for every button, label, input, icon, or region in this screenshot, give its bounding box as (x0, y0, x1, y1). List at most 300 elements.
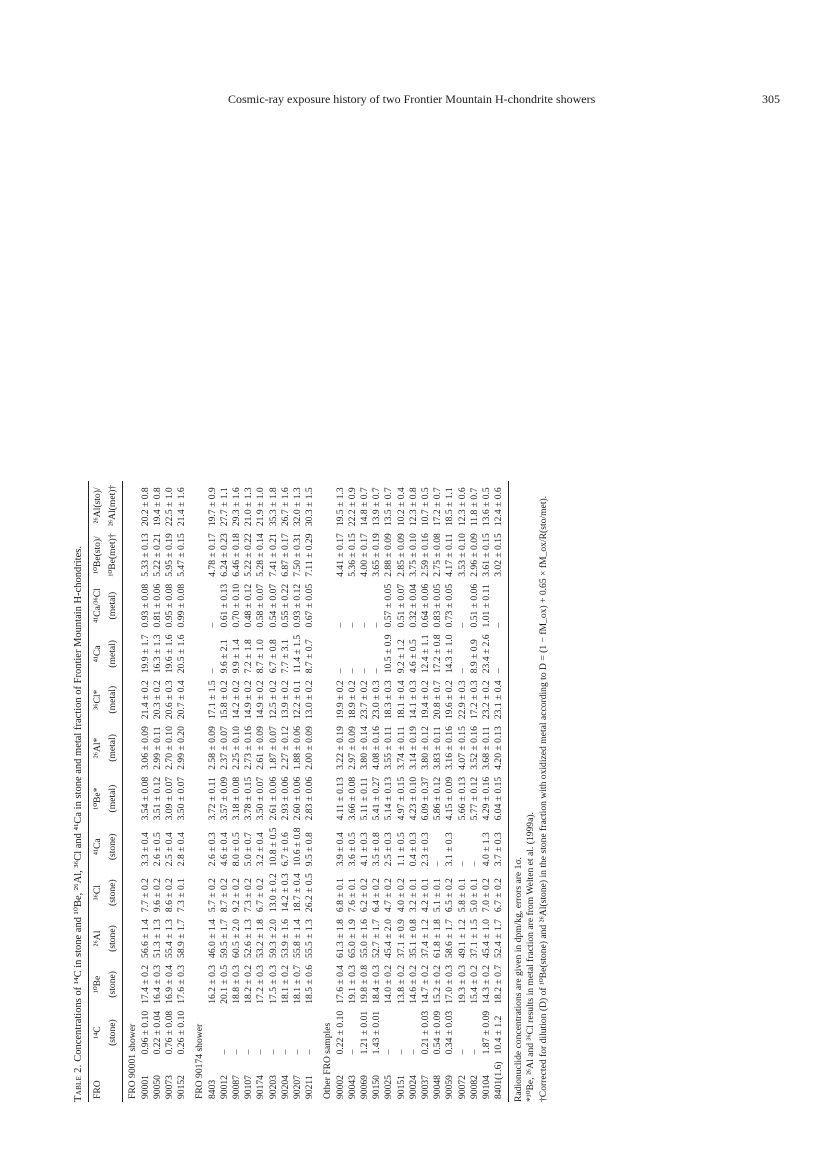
sample-id-cell: 90174 (255, 1075, 267, 1099)
table-row (469, 481, 481, 1102)
value-cell: 2.59 ± 0.16 (420, 533, 432, 577)
col-header-al26-ratio: ²⁶Al(sto)/ (89, 481, 105, 529)
value-cell: 21.9 ± 1.0 (255, 487, 267, 527)
value-cell: 13.5 ± 0.7 (383, 487, 395, 527)
footnote-units: Radionuclide concentrations are given in dpm/kg, errors are 1σ. (512, 857, 524, 1102)
value-cell: 4.15 ± 0.09 (444, 776, 456, 821)
table-row (140, 481, 152, 1102)
value-cell: 1.87 ± 0.09 (481, 1010, 493, 1055)
value-cell: 6.7 ± 0.6 (279, 832, 291, 867)
value-cell: 32.0 ± 1.3 (292, 487, 304, 527)
value-cell: 6.2 ± 0.2 (359, 878, 371, 913)
value-cell: 10.8 ± 0.5 (267, 827, 279, 867)
sample-id-cell: 90002 (334, 1075, 346, 1099)
col-subheader-al26-metal: (metal) (104, 722, 123, 773)
value-cell: – (456, 1049, 468, 1055)
value-cell: 23.0 ± 0.3 (371, 680, 383, 720)
header-row-1 (89, 481, 105, 1102)
table-row (152, 481, 164, 1102)
value-cell: 12.3 ± 0.6 (456, 487, 468, 527)
value-cell: 6.46 ± 0.18 (231, 533, 243, 577)
value-cell: 1.1 ± 0.5 (395, 832, 407, 867)
value-cell: 2.5 ± 0.3 (383, 832, 395, 867)
sample-id-cell: 90024 (407, 1075, 419, 1099)
value-cell: 14.7 ± 0.2 (420, 964, 432, 1004)
col-header-al26-stone: ²⁶Al (89, 915, 105, 961)
value-cell: – (267, 1049, 279, 1055)
value-cell: 2.83 ± 0.06 (304, 776, 316, 821)
value-cell: 0.34 ± 0.03 (444, 1010, 456, 1055)
value-cell: 0.99 ± 0.08 (176, 583, 188, 628)
table-row (347, 481, 359, 1102)
table-row (396, 481, 408, 1102)
value-cell: 0.73 ± 0.05 (444, 583, 456, 628)
value-cell: 9.5 ± 0.8 (304, 832, 316, 867)
value-cell: 21.4 ± 0.2 (139, 680, 151, 720)
value-cell: – (371, 622, 383, 628)
value-cell: 4.2 ± 0.1 (420, 878, 432, 913)
value-cell: 20.8 ± 0.7 (432, 680, 444, 720)
value-cell: 16.3 ± 1.3 (151, 634, 163, 674)
value-cell: 3.7 ± 0.3 (493, 823, 508, 869)
value-cell: 5.1 ± 0.1 (432, 878, 444, 913)
value-cell: – (493, 580, 508, 631)
value-cell: 3.5 ± 0.8 (371, 832, 383, 867)
value-cell: – (243, 1049, 255, 1055)
value-cell: 11.4 ± 1.5 (292, 634, 304, 674)
value-cell: 14.9 ± 0.2 (243, 680, 255, 720)
value-cell: – (304, 1049, 316, 1055)
value-cell: 14.3 ± 1.0 (444, 634, 456, 674)
value-cell: – (493, 630, 508, 676)
value-cell: 1.21 ± 0.01 (359, 1010, 371, 1055)
value-cell: 3.16 ± 0.16 (444, 726, 456, 770)
value-cell: 16.4 ± 0.3 (151, 964, 163, 1004)
table-row (383, 481, 395, 1102)
value-cell: 20.5 ± 1.6 (176, 634, 188, 674)
value-cell: 1.88 ± 0.06 (292, 726, 304, 770)
value-cell: 4.17 ± 0.11 (444, 533, 456, 577)
value-cell: 4.07 ± 0.15 (456, 726, 468, 770)
value-cell: – (255, 1049, 267, 1055)
value-cell: 19.7 ± 0.9 (206, 487, 218, 527)
value-cell: 5.22 ± 0.21 (151, 533, 163, 577)
value-cell: 26.2 ± 0.5 (304, 873, 316, 913)
value-cell: 4.1 ± 0.3 (359, 832, 371, 867)
header-row-2 (104, 481, 123, 1102)
value-cell: 20.2 ± 0.8 (139, 487, 151, 527)
value-cell: 0.21 ± 0.03 (420, 1010, 432, 1055)
table-row (280, 481, 292, 1102)
value-cell: 18.7 ± 0.4 (292, 873, 304, 913)
value-cell: 2.99 ± 0.11 (151, 726, 163, 770)
col-subheader-be10-ratio: ¹⁰Be(met)† (104, 529, 123, 580)
col-subheader-be10-stone: (stone) (104, 961, 123, 1007)
value-cell: 23.2 ± 0.2 (481, 680, 493, 720)
footnote-metal-source: *¹⁰Be, ²⁶Al and ³⁶Cl results in metal fraction are from Welten et al. (1999a). (525, 812, 536, 1102)
value-cell: 65.0 ± 1.9 (346, 919, 358, 958)
col-header-ca41-metal: ⁴¹Ca (89, 630, 105, 676)
value-cell: 5.33 ± 0.13 (139, 533, 151, 577)
value-cell: 13.9 ± 0.7 (371, 487, 383, 527)
value-cell: 7.2 ± 1.8 (243, 639, 255, 674)
value-cell: 9.6 ± 0.2 (151, 878, 163, 913)
value-cell: 37.1 ± 1.5 (468, 919, 480, 958)
value-cell: 5.8 ± 0.1 (456, 878, 468, 913)
value-cell: 2.85 ± 0.09 (395, 533, 407, 577)
value-cell: 5.28 ± 0.14 (255, 533, 267, 577)
table-caption-text: Concentrations of ¹⁴C in stone and ¹⁰Be, ²⁶Al, ³⁶Cl and ⁴¹Ca in stone and metal fraction of Frontier Mountain H-chondrites. (73, 546, 84, 1062)
col-subheader-fro (104, 1057, 123, 1102)
value-cell: 6.24 ± 0.23 (218, 533, 230, 577)
value-cell: 22.5 ± 1.0 (164, 487, 176, 527)
value-cell: 3.54 ± 0.08 (139, 776, 151, 821)
value-cell: 2.25 ± 0.10 (231, 726, 243, 770)
group-title-row (316, 481, 334, 1102)
value-cell: 2.00 ± 0.09 (304, 726, 316, 770)
table-caption (72, 122, 84, 1102)
value-cell: 0.48 ± 0.12 (243, 583, 255, 628)
value-cell: 6.4 ± 0.2 (371, 878, 383, 913)
table-row (207, 481, 219, 1102)
col-subheader-cl36-stone: (stone) (104, 869, 123, 915)
value-cell: 7.3 ± 0.2 (243, 878, 255, 913)
value-cell: 13.8 ± 0.2 (395, 964, 407, 1004)
value-cell: 0.4 ± 0.3 (407, 832, 419, 867)
value-cell: – (407, 1049, 419, 1055)
sample-id-cell: 90087 (231, 1075, 243, 1099)
col-header-ca41-stone: ⁴¹Ca (89, 823, 105, 869)
col-header-be10-metal: ¹⁰Be* (89, 773, 105, 824)
value-cell: 2.73 ± 0.16 (243, 726, 255, 770)
value-cell: 14.2 ± 0.3 (279, 873, 291, 913)
value-cell: 0.61 ± 0.13 (218, 583, 230, 628)
value-cell: 5.77 ± 0.12 (468, 776, 480, 821)
value-cell: 55.4 ± 1.3 (164, 919, 176, 958)
value-cell: 9.2 ± 1.2 (395, 639, 407, 674)
value-cell: 3.83 ± 0.11 (432, 726, 444, 770)
value-cell: 0.81 ± 0.06 (151, 583, 163, 628)
value-cell: 12.2 ± 0.1 (292, 680, 304, 720)
table-row (268, 481, 280, 1102)
value-cell: 23.1 ± 0.4 (493, 676, 508, 722)
col-subheader-cl36-metal: (metal) (104, 676, 123, 722)
value-cell: 7.7 ± 3.1 (279, 639, 291, 674)
value-cell: 18.8 ± 0.3 (231, 964, 243, 1004)
value-cell: 3.2 ± 0.4 (255, 832, 267, 867)
value-cell: – (231, 1049, 243, 1055)
value-cell: 2.61 ± 0.06 (267, 776, 279, 821)
value-cell: 6.09 ± 0.37 (420, 776, 432, 821)
sample-id-cell: 90072 (456, 1075, 468, 1099)
table-header (89, 481, 123, 1102)
value-cell: 14.3 ± 0.2 (481, 964, 493, 1004)
value-cell: 19.8 ± 0.8 (359, 964, 371, 1004)
value-cell: 9.9 ± 1.4 (231, 639, 243, 674)
table-row (255, 481, 267, 1102)
value-cell: – (432, 861, 444, 867)
sample-id-cell: 90037 (420, 1075, 432, 1099)
value-cell: 6.5 ± 0.2 (444, 878, 456, 913)
value-cell: 16.9 ± 0.4 (164, 964, 176, 1004)
value-cell: 11.8 ± 0.7 (468, 487, 480, 527)
value-cell: 2.58 ± 0.09 (206, 726, 218, 770)
value-cell: 4.23 ± 0.10 (407, 776, 419, 821)
value-cell: 1.87 ± 0.07 (267, 726, 279, 770)
value-cell: – (334, 622, 346, 628)
value-cell: 0.54 ± 0.07 (267, 583, 279, 628)
value-cell: 1.01 ± 0.11 (481, 584, 493, 628)
value-cell: 4.08 ± 0.16 (371, 726, 383, 770)
value-cell: – (395, 1049, 407, 1055)
value-cell: 2.3 ± 0.3 (420, 832, 432, 867)
value-cell: 2.6 ± 0.5 (151, 832, 163, 867)
sample-id-cell: 90203 (267, 1075, 279, 1099)
col-subheader-ca41-stone: (stone) (104, 823, 123, 869)
value-cell: 17.6 ± 0.3 (176, 964, 188, 1004)
sample-id-cell: 90152 (176, 1075, 188, 1099)
footnote-dilution: †Corrected for dilution (D) of ¹⁰Be(stone) and ²⁶Al(stone) in the stone fraction with oxidized metal according to D = (1 − fM_ox) + 0.65 × fM_ox/R(sto/met). (537, 495, 549, 1102)
value-cell: 17.2 ± 0.3 (255, 964, 267, 1004)
value-cell: 14.2 ± 0.2 (231, 680, 243, 720)
value-cell: 2.96 ± 0.09 (468, 533, 480, 577)
value-cell: 2.93 ± 0.06 (279, 776, 291, 821)
value-cell: 4.97 ± 0.15 (395, 776, 407, 821)
value-cell: 18.1 ± 0.2 (279, 964, 291, 1004)
value-cell: 0.95 ± 0.08 (164, 583, 176, 628)
value-cell: 0.22 ± 0.10 (334, 1010, 346, 1055)
value-cell: 5.47 ± 0.15 (176, 533, 188, 577)
value-cell: 3.52 ± 0.16 (468, 726, 480, 770)
sample-id-cell: 90082 (468, 1075, 480, 1099)
value-cell: 56.6 ± 1.4 (139, 919, 151, 958)
value-cell: 37.1 ± 0.9 (395, 919, 407, 958)
table-row (432, 481, 444, 1102)
sample-id-cell: 90107 (243, 1075, 255, 1099)
value-cell: 0.57 ± 0.05 (383, 583, 395, 628)
value-cell: 4.6 ± 0.5 (407, 639, 419, 674)
value-cell: 2.99 ± 0.20 (176, 726, 188, 770)
rotated-table-region (70, 122, 750, 1102)
sample-id-cell: 90025 (383, 1075, 395, 1099)
value-cell: 20.7 ± 0.4 (176, 680, 188, 720)
value-cell: 0.32 ± 0.04 (407, 583, 419, 628)
table-row (444, 481, 456, 1102)
value-cell: 4.6 ± 0.4 (218, 832, 230, 867)
value-cell: 19.9 ± 1.7 (139, 634, 151, 674)
value-cell: – (206, 622, 218, 628)
value-cell: 58.9 ± 1.7 (176, 919, 188, 958)
value-cell: 12.4 ± 1.1 (420, 634, 432, 674)
value-cell: 18.4 ± 0.3 (371, 964, 383, 1004)
value-cell: 6.04 ± 0.15 (493, 773, 508, 824)
value-cell: 17.5 ± 0.3 (267, 964, 279, 1004)
value-cell: 2.88 ± 0.09 (383, 533, 395, 577)
value-cell: 3.80 ± 0.12 (420, 726, 432, 770)
value-cell: 22.2 ± 0.9 (346, 487, 358, 527)
value-cell: 3.1 ± 0.3 (444, 832, 456, 867)
sample-id-cell: 90151 (395, 1075, 407, 1099)
value-cell: 4.29 ± 0.16 (481, 776, 493, 821)
value-cell: 3.68 ± 0.11 (481, 726, 493, 770)
value-cell: – (292, 1049, 304, 1055)
value-cell: 3.72 ± 0.11 (206, 777, 218, 821)
table-row (371, 481, 383, 1102)
value-cell: 3.22 ± 0.19 (334, 726, 346, 770)
col-header-cl36-stone: ³⁶Cl (89, 869, 105, 915)
value-cell: 8.7 ± 0.2 (218, 878, 230, 913)
value-cell: 52.4 ± 1.7 (493, 915, 508, 961)
value-cell: 5.0 ± 0.7 (243, 832, 255, 867)
value-cell: 2.61 ± 0.09 (255, 726, 267, 770)
value-cell: 7.0 ± 0.2 (481, 878, 493, 913)
value-cell: 5.86 ± 0.12 (432, 776, 444, 821)
value-cell: 3.02 ± 0.15 (493, 529, 508, 580)
value-cell: 0.70 ± 0.10 (231, 583, 243, 628)
table-row (304, 481, 316, 1102)
value-cell: 45.4 ± 1.0 (481, 919, 493, 958)
value-cell: 5.0 ± 0.1 (468, 878, 480, 913)
value-cell: 2.27 ± 0.12 (279, 726, 291, 770)
value-cell: 3.78 ± 0.15 (243, 776, 255, 821)
value-cell: 7.50 ± 0.31 (292, 533, 304, 577)
value-cell: 19.4 ± 0.8 (151, 487, 163, 527)
value-cell: – (334, 668, 346, 674)
value-cell: 3.50 ± 0.07 (255, 776, 267, 821)
value-cell: 2.5 ± 0.4 (164, 832, 176, 867)
value-cell: 3.6 ± 0.5 (346, 832, 358, 867)
value-cell: 45.4 ± 2.0 (383, 919, 395, 958)
value-cell: 15.2 ± 0.2 (432, 964, 444, 1004)
value-cell: 19.5 ± 1.3 (334, 487, 346, 527)
value-cell: 17.0 ± 0.3 (444, 964, 456, 1004)
value-cell: 3.2 ± 0.1 (407, 878, 419, 913)
value-cell: 0.93 ± 0.12 (292, 583, 304, 628)
value-cell: 4.78 ± 0.17 (206, 533, 218, 577)
value-cell: 55.5 ± 1.3 (304, 919, 316, 958)
value-cell: 0.96 ± 0.10 (139, 1010, 151, 1055)
value-cell: – (279, 1049, 291, 1055)
group-fro90001 (123, 481, 189, 1102)
sample-id-cell: 90012 (218, 1075, 230, 1099)
sample-id-cell: 90207 (292, 1075, 304, 1099)
value-cell: 5.14 ± 0.13 (383, 776, 395, 821)
value-cell: 18.1 ± 0.4 (395, 680, 407, 720)
value-cell: 3.3 ± 0.4 (139, 832, 151, 867)
value-cell: 17.1 ± 1.5 (206, 680, 218, 720)
value-cell: 18.5 ± 1.1 (444, 487, 456, 527)
value-cell: 20.3 ± 0.2 (151, 680, 163, 720)
value-cell: 19.6 ± 1.6 (164, 634, 176, 674)
value-cell: 30.3 ± 1.5 (304, 487, 316, 527)
value-cell: 35.3 ± 1.8 (267, 487, 279, 527)
value-cell: 6.7 ± 0.2 (493, 869, 508, 915)
value-cell: 2.6 ± 0.3 (206, 832, 218, 867)
value-cell: 3.80 ± 0.14 (359, 726, 371, 770)
table-row (420, 481, 432, 1102)
value-cell (207, 1007, 219, 1058)
value-cell: – (383, 1049, 395, 1055)
value-cell: 61.3 ± 1.8 (334, 919, 346, 958)
value-cell: 9.6 ± 2.1 (218, 639, 230, 674)
value-cell: 3.9 ± 0.4 (334, 832, 346, 867)
value-cell: 19.3 ± 0.3 (456, 964, 468, 1004)
value-cell: 0.76 ± 0.08 (164, 1010, 176, 1055)
value-cell: 3.51 ± 0.12 (151, 776, 163, 821)
value-cell: 17.6 ± 0.4 (334, 964, 346, 1004)
value-cell: 3.74 ± 0.11 (395, 726, 407, 770)
table-row (481, 481, 493, 1102)
value-cell: 19.6 ± 0.2 (444, 680, 456, 720)
value-cell: 18.9 ± 0.2 (346, 680, 358, 720)
value-cell: 53.9 ± 1.6 (279, 919, 291, 958)
value-cell: 55.0 ± 1.6 (359, 919, 371, 958)
sample-id-cell: 8401(1.6) (493, 1057, 508, 1102)
table-row (292, 481, 304, 1102)
value-cell: 20.6 ± 0.3 (164, 680, 176, 720)
value-cell: 3.50 ± 0.07 (176, 776, 188, 821)
value-cell: 0.93 ± 0.08 (139, 583, 151, 628)
value-cell: 51.3 ± 1.3 (151, 919, 163, 958)
value-cell: 10.7 ± 0.5 (420, 487, 432, 527)
table-row (219, 481, 231, 1102)
value-cell: 19.9 ± 0.2 (334, 680, 346, 720)
value-cell: 55.8 ± 1.4 (292, 919, 304, 958)
value-cell: 13.6 ± 0.5 (481, 487, 493, 527)
col-subheader-be10-metal: (metal) (104, 773, 123, 824)
table-row (335, 481, 347, 1102)
value-cell: 1.43 ± 0.01 (371, 1010, 383, 1055)
value-cell: 6.87 ± 0.17 (279, 533, 291, 577)
value-cell: 3.53 ± 0.10 (456, 533, 468, 577)
value-cell: 3.66 ± 0.08 (346, 776, 358, 821)
value-cell: 18.2 ± 0.2 (243, 964, 255, 1004)
value-cell: 22.9 ± 0.3 (456, 680, 468, 720)
value-cell: 8.7 ± 1.0 (255, 639, 267, 674)
value-cell: 0.54 ± 0.09 (432, 1010, 444, 1055)
value-cell: 3.06 ± 0.09 (139, 726, 151, 770)
page-number: 305 (762, 92, 780, 106)
col-header-be10-ratio: ¹⁰Be(sto)/ (89, 529, 105, 580)
sample-id-cell: 90073 (164, 1075, 176, 1099)
value-cell: 6.7 ± 0.8 (267, 639, 279, 674)
value-cell: 4.7 ± 0.2 (383, 878, 395, 913)
table-row (493, 481, 508, 1102)
value-cell: 14.9 ± 0.2 (255, 680, 267, 720)
value-cell: 3.65 ± 0.19 (371, 533, 383, 577)
value-cell: 2.8 ± 0.4 (176, 832, 188, 867)
group-other (316, 481, 508, 1102)
value-cell: 5.7 ± 0.2 (206, 878, 218, 913)
value-cell: 17.4 ± 0.2 (139, 964, 151, 1004)
value-cell: 10.2 ± 0.4 (395, 487, 407, 527)
value-cell: 5.22 ± 0.22 (243, 533, 255, 577)
value-cell: 52.7 ± 1.7 (371, 919, 383, 958)
value-cell: 7.7 ± 0.2 (139, 878, 151, 913)
table-row (457, 481, 469, 1102)
value-cell: 3.75 ± 0.10 (407, 533, 419, 577)
sample-id-cell: 90104 (481, 1075, 493, 1099)
value-cell: 18.2 ± 0.7 (493, 961, 508, 1007)
value-cell: 46.0 ± 1.4 (206, 919, 218, 958)
value-cell: 37.4 ± 1.2 (420, 919, 432, 958)
value-cell: – (456, 668, 468, 674)
value-cell: 7.11 ± 0.29 (304, 533, 316, 577)
table-row (243, 481, 255, 1102)
table-row (359, 481, 371, 1102)
col-header-ca41-cl36-ratio: ⁴¹Ca/³⁶Cl (89, 580, 105, 631)
value-cell: 0.64 ± 0.06 (420, 583, 432, 628)
